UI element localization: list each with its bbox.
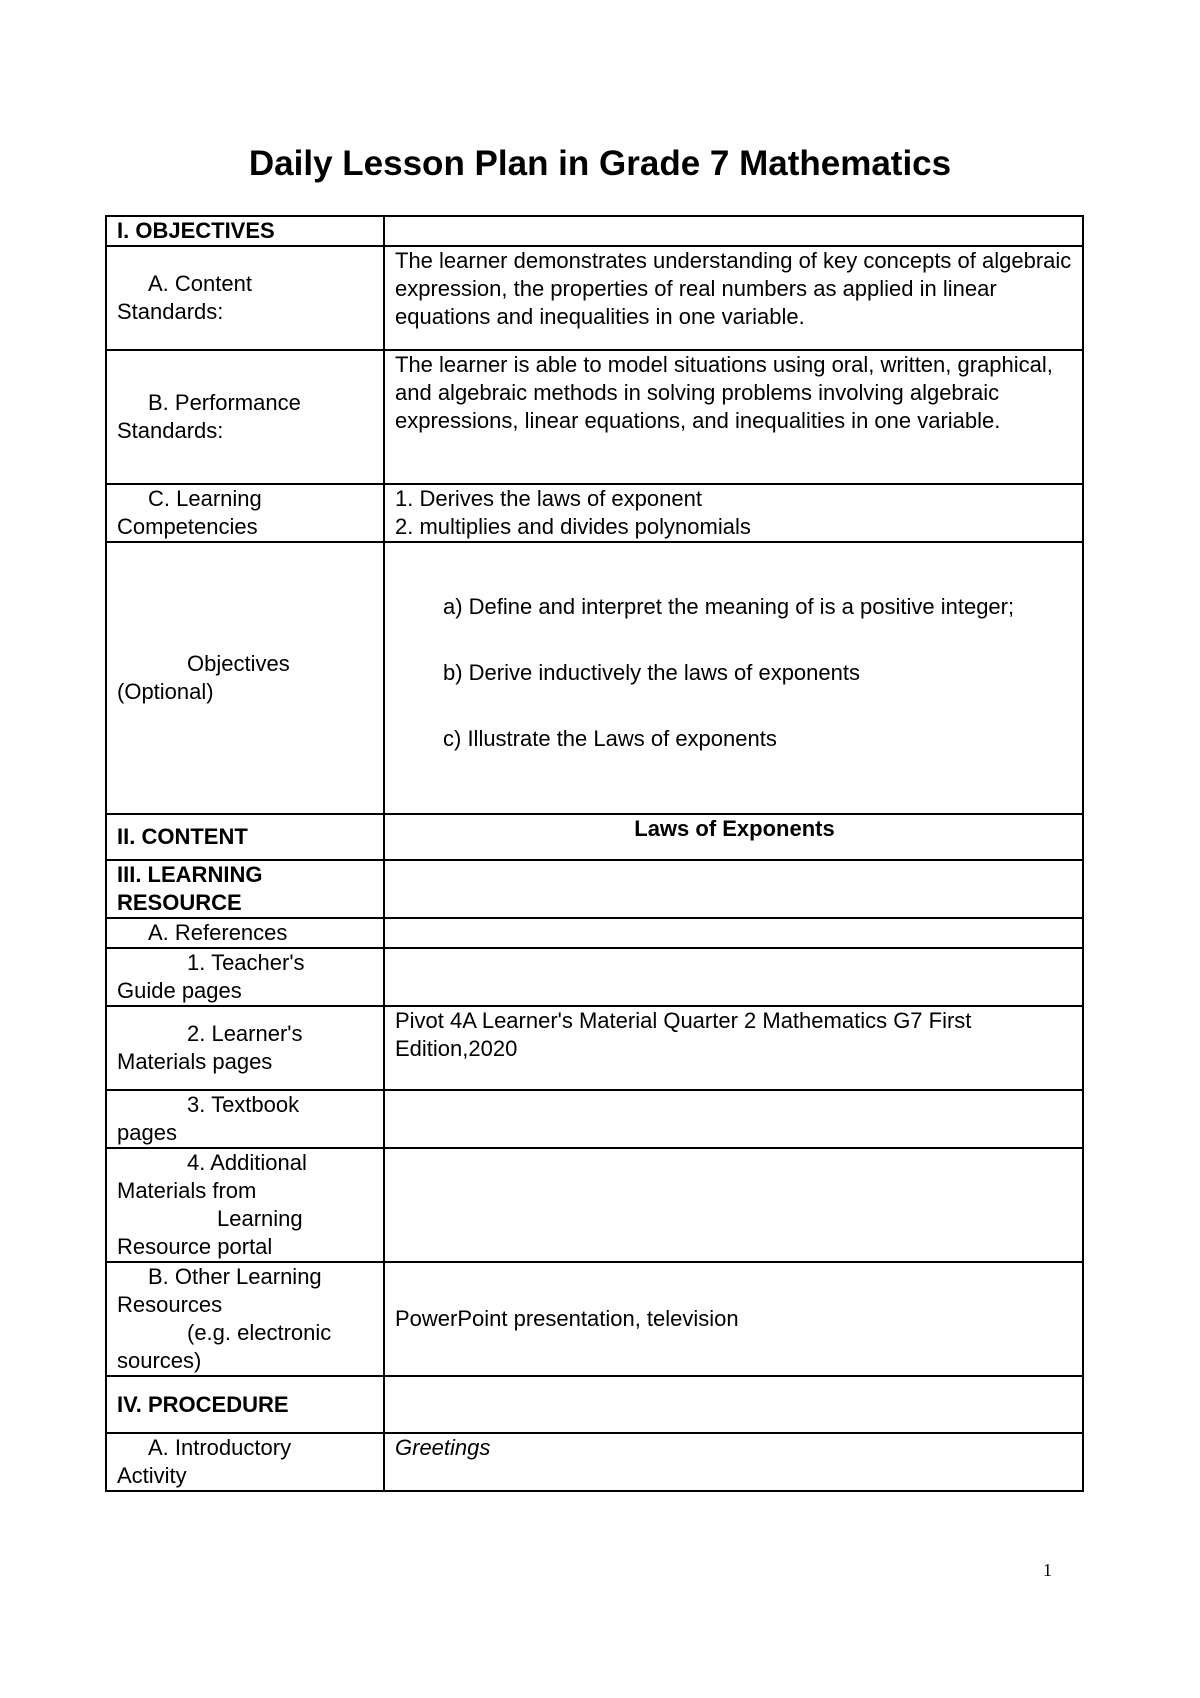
table-row xyxy=(106,814,1083,860)
learners-materials-value: Pivot 4A Learner's Material Quarter 2 Mathematics G7 First Edition,2020 xyxy=(384,1006,1083,1090)
additional-materials-label: 4. Additional Materials from Learning Resource portal xyxy=(106,1148,384,1262)
list-item: 2. multiplies and divides polynomials xyxy=(395,514,751,539)
table-row xyxy=(106,216,1083,246)
performance-standards-value: The learner is able to model situations using oral, written, graphical, and algebraic methods in solving problems involving algebraic expressions, linear equations, and inequalities in one variable. xyxy=(384,350,1083,484)
table-row xyxy=(106,1433,1083,1491)
list-item: a) Define and interpret the meaning of is a positive integer; xyxy=(443,594,1015,619)
procedure-value xyxy=(384,1376,1083,1433)
list-item: b) Derive inductively the laws of exponents xyxy=(443,660,860,685)
performance-standards-label: B. Performance Standards: xyxy=(106,350,384,484)
learners-materials-label: 2. Learner's Materials pages xyxy=(106,1006,384,1090)
page-title: Daily Lesson Plan in Grade 7 Mathematics xyxy=(248,144,952,183)
additional-materials-value xyxy=(384,1148,1083,1262)
textbook-label: 3. Textbook pages xyxy=(106,1090,384,1148)
table-row xyxy=(106,1262,1083,1376)
table-row xyxy=(106,350,1083,484)
table-row xyxy=(106,860,1083,918)
learning-resource-label: III. LEARNING RESOURCE xyxy=(106,860,384,918)
teachers-guide-value xyxy=(384,948,1083,1006)
lesson-plan-table xyxy=(105,215,1084,1492)
list-item: c) Illustrate the Laws of exponents xyxy=(443,726,777,751)
other-resources-value: PowerPoint presentation, television xyxy=(384,1262,1083,1376)
table-row xyxy=(106,948,1083,1006)
content-label: II. CONTENT xyxy=(106,814,384,860)
list-item: 1. Derives the laws of exponent xyxy=(395,486,702,511)
textbook-value xyxy=(384,1090,1083,1148)
objectives-value xyxy=(384,216,1083,246)
teachers-guide-label: 1. Teacher's Guide pages xyxy=(106,948,384,1006)
table-row xyxy=(106,1006,1083,1090)
objectives-label: I. OBJECTIVES xyxy=(106,216,384,246)
learning-competencies-value xyxy=(384,484,1083,542)
table-row xyxy=(106,1090,1083,1148)
table-row xyxy=(106,484,1083,542)
references-value xyxy=(384,918,1083,948)
content-value: Laws of Exponents xyxy=(384,814,1083,860)
table-row xyxy=(106,246,1083,350)
table-row xyxy=(106,918,1083,948)
page-number: 1 xyxy=(1043,1560,1052,1580)
objectives-optional-value xyxy=(384,542,1083,814)
content-standards-label: A. Content Standards: xyxy=(106,246,384,350)
table-row xyxy=(106,1376,1083,1433)
other-resources-label: B. Other Learning Resources (e.g. electronic sources) xyxy=(106,1262,384,1376)
introductory-value: Greetings xyxy=(384,1433,1083,1491)
table-row xyxy=(106,1148,1083,1262)
table-row xyxy=(106,542,1083,814)
references-label: A. References xyxy=(106,918,384,948)
learning-resource-value xyxy=(384,860,1083,918)
introductory-label: A. Introductory Activity xyxy=(106,1433,384,1491)
learning-competencies-label: C. Learning Competencies xyxy=(106,484,384,542)
procedure-label: IV. PROCEDURE xyxy=(106,1376,384,1433)
content-standards-value: The learner demonstrates understanding of key concepts of algebraic expression, the properties of real numbers as applied in linear equations and inequalities in one variable. xyxy=(384,246,1083,350)
objectives-optional-label: Objectives (Optional) xyxy=(106,542,384,814)
